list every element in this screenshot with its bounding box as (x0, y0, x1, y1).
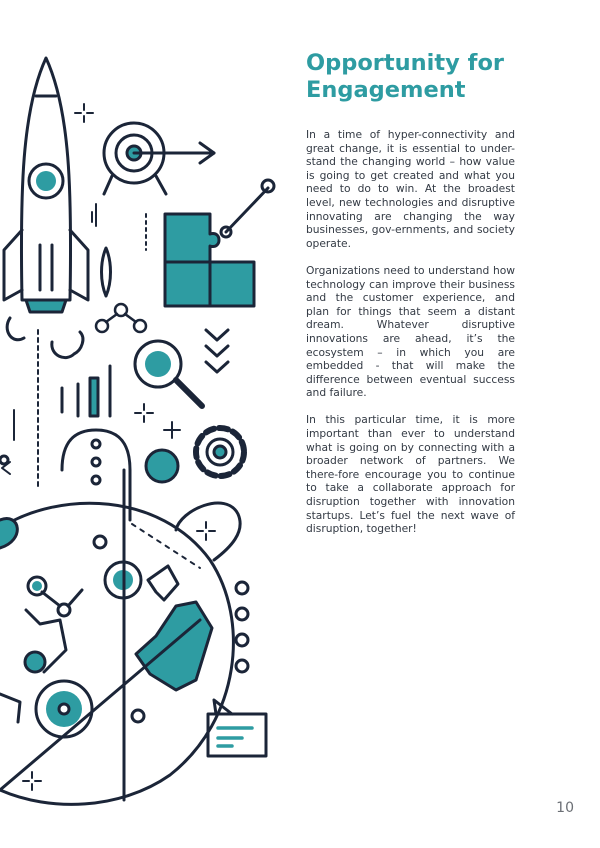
paragraph-3: In this particular time, it is more important than ever to understand what is going on by connecting with a broader network of partners. We there-fore encourage you to continue to take a collaborate approach for disruption together with innovation startups. Let’s fuel the next wave of disruption, together! (306, 413, 515, 536)
title-line-1: Opportunity for (306, 50, 504, 76)
gear-icon (196, 428, 244, 476)
magnifier-icon (135, 341, 202, 406)
title-line-2: Engagement (306, 77, 466, 103)
network-icon (96, 304, 146, 332)
chat-bubble-icon (208, 700, 266, 756)
bar-chart-icon (62, 366, 110, 416)
page-number: 10 (556, 800, 574, 816)
chevrons-down-icon (206, 330, 228, 372)
globe-icon (0, 470, 240, 804)
body-text (306, 128, 515, 549)
paragraph-1: In a time of hyper-connectivity and great change, it is essential to under-stand the changing world – how value is going to get created and what you need to do to win. At the broadest level, new technologies and disruptive innovating are changing the way businesses, gov-ernments, and society operate. (306, 128, 515, 250)
rocket-icon (4, 58, 111, 312)
paragraph-2: Organizations need to understand how technology can improve their business and the customer experience, and plan for things that seem a distant dream. Whatever disruptive innovations are ahead, it’s the ecosystem – in which you are embedded - that will make the difference between eventual success and failure. (306, 263, 515, 400)
innovation-illustration (0, 40, 300, 830)
target-icon (104, 123, 214, 194)
puzzle-icon (165, 180, 274, 306)
page-title (306, 50, 566, 104)
